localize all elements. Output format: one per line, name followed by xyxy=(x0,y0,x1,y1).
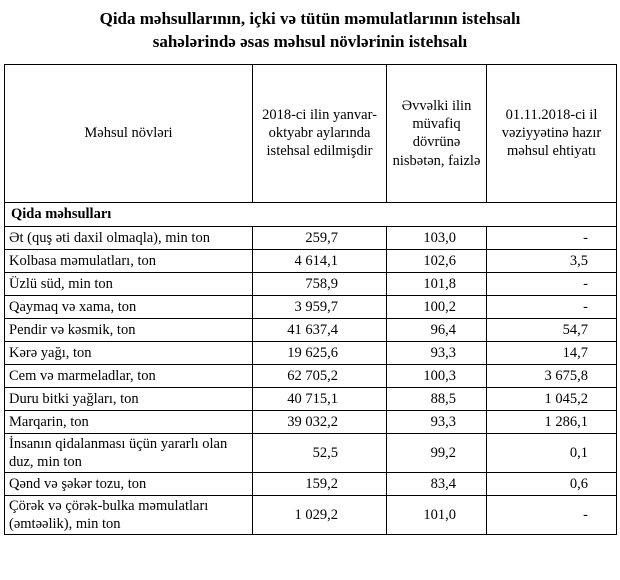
table-row xyxy=(5,226,617,249)
cell-percent: 99,2 xyxy=(387,433,487,472)
cell-stock: 3,5 xyxy=(487,249,617,272)
cell-product-label: Marqarin, ton xyxy=(5,410,253,433)
cell-produced: 40 715,1 xyxy=(253,387,387,410)
cell-stock: - xyxy=(487,295,617,318)
cell-percent: 101,0 xyxy=(387,496,487,535)
header-produced: 2018-ci ilin yanvar-oktyabr aylarında istehsal edilmişdir xyxy=(253,64,387,202)
table-row xyxy=(5,272,617,295)
cell-percent: 93,3 xyxy=(387,410,487,433)
cell-product-label: Qaymaq və xama, ton xyxy=(5,295,253,318)
cell-stock: 3 675,8 xyxy=(487,364,617,387)
cell-produced: 62 705,2 xyxy=(253,364,387,387)
cell-product-label: Kolbasa məmulatları, ton xyxy=(5,249,253,272)
cell-product-label: Ət (quş əti daxil olmaqla), min ton xyxy=(5,226,253,249)
cell-percent: 101,8 xyxy=(387,272,487,295)
cell-stock: 0,6 xyxy=(487,473,617,496)
cell-product-label: Qənd və şəkər tozu, ton xyxy=(5,473,253,496)
header-percent: Əvvəlki ilin müvafiq dövrünə nisbətən, faizlə xyxy=(387,64,487,202)
cell-product-label: İnsanın qidalanması üçün yararlı olan duz, min ton xyxy=(5,433,253,472)
cell-stock: - xyxy=(487,272,617,295)
cell-percent: 102,6 xyxy=(387,249,487,272)
cell-stock: - xyxy=(487,226,617,249)
header-row xyxy=(5,64,617,202)
cell-product-label: Çörək və çörək-bulka məmulatları (əmtəəlik), min ton xyxy=(5,496,253,535)
table-row xyxy=(5,295,617,318)
cell-produced: 41 637,4 xyxy=(253,318,387,341)
section-row xyxy=(5,202,617,226)
table-row xyxy=(5,364,617,387)
table-row xyxy=(5,496,617,535)
table-row xyxy=(5,387,617,410)
cell-stock: 1 286,1 xyxy=(487,410,617,433)
cell-product-label: Cem və marmeladlar, ton xyxy=(5,364,253,387)
table-row xyxy=(5,473,617,496)
cell-product-label: Kərə yağı, ton xyxy=(5,341,253,364)
cell-produced: 159,2 xyxy=(253,473,387,496)
cell-product-label: Üzlü süd, min ton xyxy=(5,272,253,295)
cell-produced: 3 959,7 xyxy=(253,295,387,318)
cell-percent: 88,5 xyxy=(387,387,487,410)
section-title: Qida məhsulları xyxy=(5,202,617,226)
cell-percent: 83,4 xyxy=(387,473,487,496)
cell-product-label: Pendir və kəsmik, ton xyxy=(5,318,253,341)
production-table xyxy=(4,64,617,536)
cell-stock: 54,7 xyxy=(487,318,617,341)
cell-produced: 259,7 xyxy=(253,226,387,249)
cell-percent: 96,4 xyxy=(387,318,487,341)
table-row xyxy=(5,249,617,272)
cell-percent: 93,3 xyxy=(387,341,487,364)
cell-produced: 52,5 xyxy=(253,433,387,472)
cell-stock: 1 045,2 xyxy=(487,387,617,410)
cell-percent: 100,3 xyxy=(387,364,487,387)
cell-produced: 1 029,2 xyxy=(253,496,387,535)
cell-stock: - xyxy=(487,496,617,535)
cell-produced: 758,9 xyxy=(253,272,387,295)
cell-percent: 103,0 xyxy=(387,226,487,249)
table-row xyxy=(5,410,617,433)
table-body xyxy=(5,202,617,535)
page-title xyxy=(14,8,606,54)
page-title-line2: sahələrində əsas məhsul növlərinin istehsalı xyxy=(152,31,468,51)
header-stock: 01.11.2018-ci il vəziyyətinə hazır məhsul ehtiyatı xyxy=(487,64,617,202)
table-row xyxy=(5,341,617,364)
cell-stock: 14,7 xyxy=(487,341,617,364)
cell-produced: 39 032,2 xyxy=(253,410,387,433)
cell-product-label: Duru bitki yağları, ton xyxy=(5,387,253,410)
page-title-line1: Qida məhsullarının, içki və tütün məmulatlarının istehsalı xyxy=(99,9,521,28)
table-row xyxy=(5,318,617,341)
cell-produced: 19 625,6 xyxy=(253,341,387,364)
header-product-types: Məhsul növləri xyxy=(5,64,253,202)
cell-stock: 0,1 xyxy=(487,433,617,472)
cell-produced: 4 614,1 xyxy=(253,249,387,272)
table-row xyxy=(5,433,617,472)
cell-percent: 100,2 xyxy=(387,295,487,318)
